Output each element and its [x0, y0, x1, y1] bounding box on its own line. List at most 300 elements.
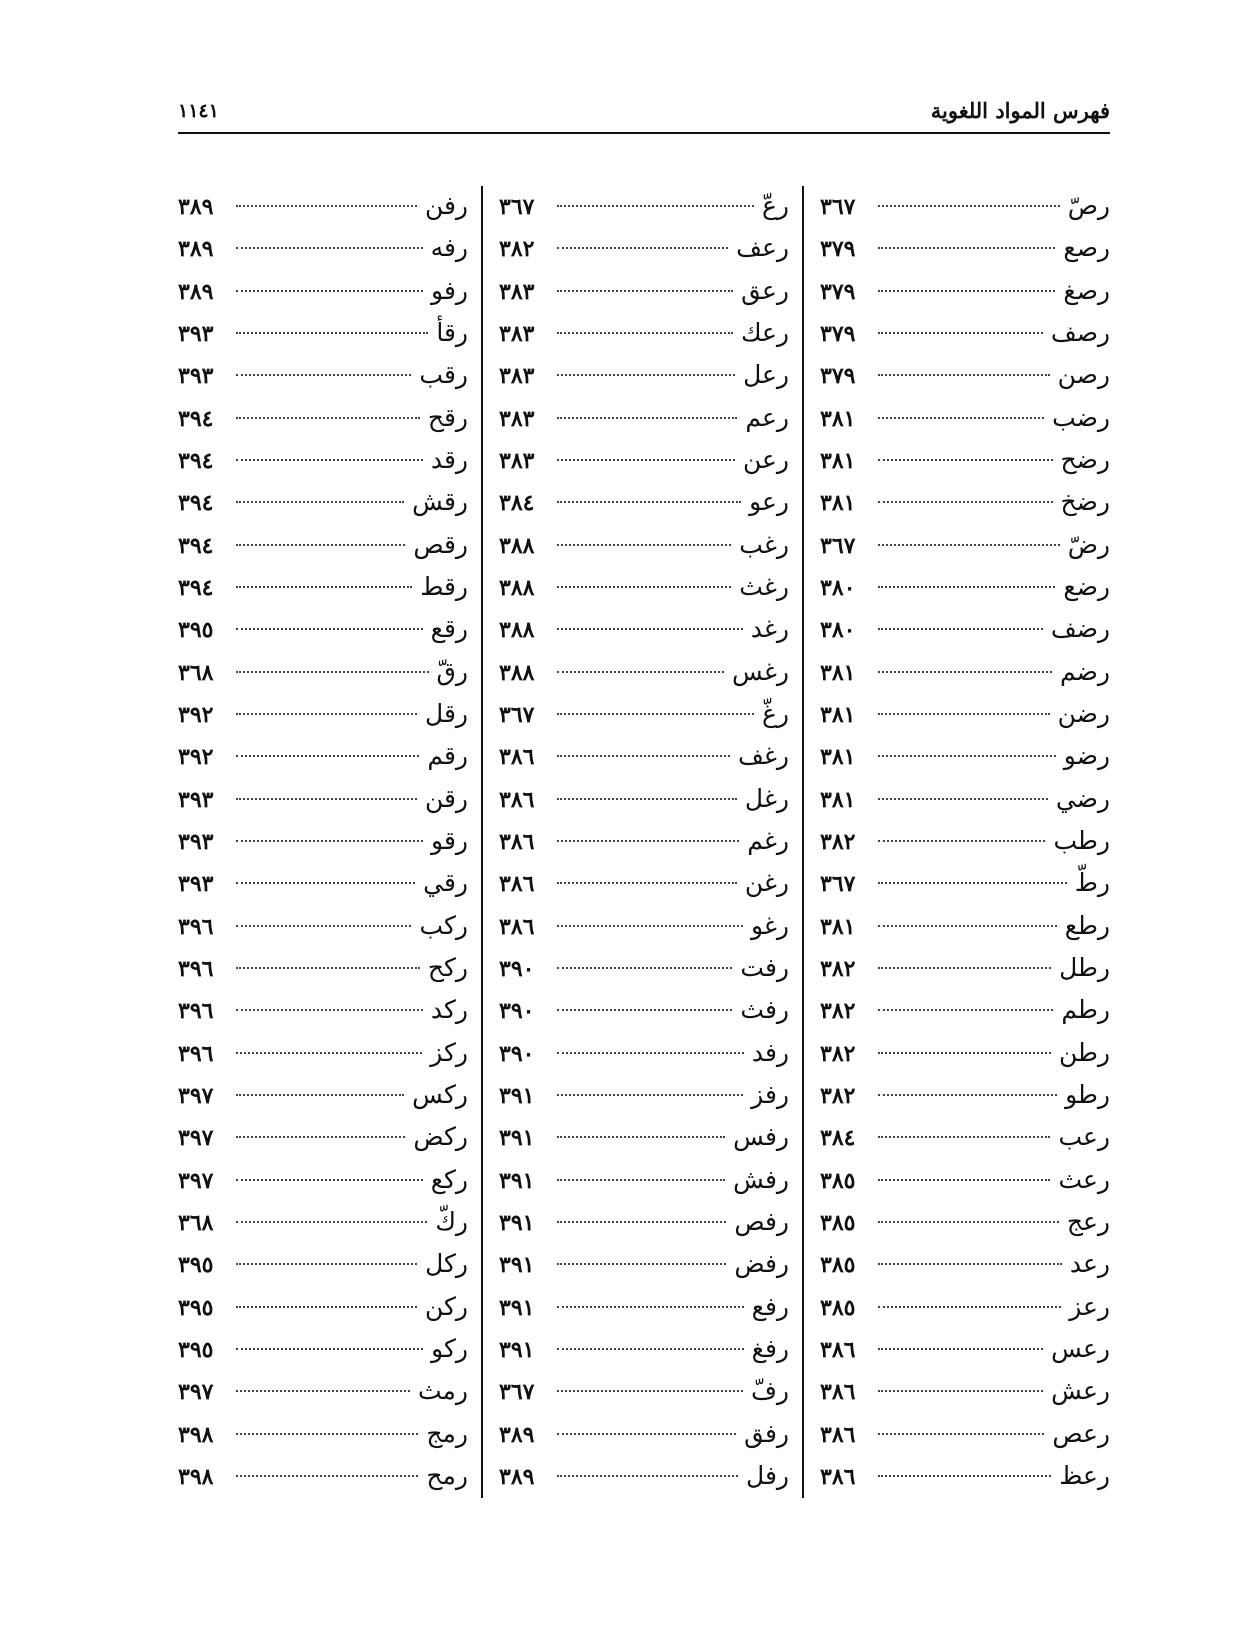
dot-leader [557, 290, 733, 292]
entry-root: رقّ [436, 656, 468, 686]
entry-root: ركع [430, 1164, 468, 1194]
entry-root: رعز [1069, 1291, 1110, 1321]
dot-leader [557, 501, 741, 503]
entry-page-number: ٣٨٩ [178, 278, 214, 305]
entry-page-number: ٣٩٣ [178, 363, 214, 390]
entry-page-number: ٣٨٩ [178, 236, 214, 263]
index-entry [820, 567, 1110, 607]
index-entry [820, 652, 1110, 692]
entry-root: رضخ [1060, 487, 1110, 517]
index-entry [820, 821, 1110, 861]
index-entry [499, 948, 789, 988]
dot-leader [878, 1263, 1062, 1265]
dot-leader [236, 713, 417, 715]
index-entry [820, 355, 1110, 395]
dot-leader [878, 1433, 1044, 1435]
entry-page-number: ٣٨٠ [820, 617, 856, 644]
entry-page-number: ٣٨١ [820, 913, 856, 940]
entry-root: رفس [733, 1122, 789, 1152]
entry-page-number: ٣٩٣ [178, 320, 214, 347]
entry-root: رطب [1053, 825, 1110, 855]
index-entry [820, 1329, 1110, 1369]
entry-root: رعب [1058, 1122, 1110, 1152]
index-entry [499, 1329, 789, 1369]
entry-page-number: ٣٨٢ [820, 955, 856, 982]
dot-leader [878, 247, 1055, 249]
entry-root: رغف [737, 741, 789, 771]
entry-root: رقو [431, 825, 468, 855]
index-entry [820, 694, 1110, 734]
index-entry [499, 1456, 789, 1496]
index-entry [178, 863, 468, 903]
dot-leader [878, 1390, 1043, 1392]
entry-page-number: ٣٩٦ [178, 1040, 214, 1067]
index-entry [820, 440, 1110, 480]
entry-page-number: ٣٩٥ [178, 1252, 214, 1279]
dot-leader [557, 332, 733, 334]
index-entry [820, 313, 1110, 353]
entry-root: رقب [419, 360, 468, 390]
entry-root: رضف [1050, 614, 1110, 644]
index-entry [820, 525, 1110, 565]
index-entry [178, 906, 468, 946]
index-entry [820, 863, 1110, 903]
dot-leader [236, 1433, 418, 1435]
entry-root: رغن [744, 868, 789, 898]
entry-page-number: ٣٨٢ [820, 828, 856, 855]
entry-page-number: ٣٩٧ [178, 1167, 214, 1194]
dot-leader [878, 544, 1060, 546]
entry-page-number: ٣٩٥ [178, 1294, 214, 1321]
index-entry [820, 186, 1110, 226]
entry-page-number: ٣٧٩ [820, 278, 856, 305]
page-number: ١١٤١ [178, 100, 219, 122]
entry-page-number: ٣٦٧ [499, 1379, 535, 1406]
dot-leader [878, 967, 1051, 969]
entry-page-number: ٣٧٩ [820, 236, 856, 263]
entry-page-number: ٣٨١ [820, 786, 856, 813]
index-entry [178, 1414, 468, 1454]
dot-leader [236, 501, 404, 503]
index-entry [499, 1160, 789, 1200]
dot-leader [236, 798, 417, 800]
entry-page-number: ٣٩٦ [178, 998, 214, 1025]
entry-page-number: ٣٦٨ [178, 1209, 214, 1236]
index-entry [499, 694, 789, 734]
entry-page-number: ٣٩٦ [178, 955, 214, 982]
dot-leader [557, 205, 754, 207]
entry-page-number: ٣٨٢ [820, 1040, 856, 1067]
dot-leader [236, 1009, 423, 1011]
entry-root: رقي [423, 868, 468, 898]
entry-page-number: ٣٨٩ [499, 1421, 535, 1448]
dot-leader [878, 671, 1052, 673]
column-divider [481, 186, 483, 1498]
dot-leader [557, 882, 737, 884]
index-entry [178, 355, 468, 395]
entry-root: رعث [1058, 1164, 1110, 1194]
entry-root: رمث [417, 1376, 468, 1406]
index-entry [820, 1371, 1110, 1411]
entry-page-number: ٣٧٩ [820, 320, 856, 347]
index-entry [499, 1033, 789, 1073]
dot-leader [878, 1306, 1061, 1308]
index-entry [820, 271, 1110, 311]
entry-page-number: ٣٩٠ [499, 955, 535, 982]
index-entry [178, 525, 468, 565]
dot-leader [236, 247, 423, 249]
entry-page-number: ٣٦٨ [178, 659, 214, 686]
index-entry [178, 228, 468, 268]
entry-page-number: ٣٨١ [820, 744, 856, 771]
dot-leader [878, 755, 1056, 757]
entry-page-number: ٣٨١ [820, 490, 856, 517]
index-entry [499, 906, 789, 946]
entry-root: ركز [430, 1037, 468, 1067]
entry-root: رطّ [1074, 868, 1110, 898]
dot-leader [236, 882, 415, 884]
entry-root: رعف [736, 233, 789, 263]
entry-root: رعد [1069, 1249, 1110, 1279]
index-entry [178, 990, 468, 1030]
dot-leader [236, 1179, 423, 1181]
index-entry [178, 482, 468, 522]
index-entry [178, 1117, 468, 1157]
dot-leader [557, 1348, 744, 1350]
dot-leader [557, 586, 731, 588]
entry-page-number: ٣٦٧ [820, 194, 856, 220]
dot-leader [557, 417, 737, 419]
dot-leader [236, 332, 428, 334]
entry-page-number: ٣٨٦ [820, 1336, 856, 1363]
index-entry [499, 863, 789, 903]
entry-root: رطل [1059, 952, 1110, 982]
index-entry [499, 652, 789, 692]
entry-root: رقص [413, 529, 468, 559]
index-entry [178, 1244, 468, 1284]
index-entry [499, 1244, 789, 1284]
entry-root: رقش [412, 487, 468, 517]
entry-page-number: ٣٨٦ [820, 1421, 856, 1448]
entry-root: رضو [1063, 741, 1110, 771]
index-columns [178, 186, 1110, 1496]
index-entry [178, 1075, 468, 1115]
entry-root: رقأ [436, 317, 468, 347]
entry-root: رفّ [751, 1376, 789, 1406]
index-entry [820, 906, 1110, 946]
entry-page-number: ٣٨٦ [499, 871, 535, 898]
index-entry [499, 1287, 789, 1327]
dot-leader [878, 501, 1053, 503]
page-title: فهرس المواد اللغوية [930, 98, 1110, 123]
dot-leader [557, 713, 754, 715]
entry-page-number: ٣٧٩ [820, 363, 856, 390]
entry-root: رفز [751, 1079, 789, 1109]
entry-root: رصّ [1067, 191, 1110, 220]
dot-leader [878, 1009, 1053, 1011]
index-entry [820, 990, 1110, 1030]
index-entry [499, 609, 789, 649]
index-entry [178, 313, 468, 353]
entry-page-number: ٣٨٣ [499, 363, 535, 390]
entry-root: رقح [427, 402, 468, 432]
entry-page-number: ٣٩٥ [178, 1336, 214, 1363]
entry-root: رفث [740, 995, 789, 1025]
entry-root: رفص [734, 1206, 789, 1236]
entry-page-number: ٣٦٧ [499, 194, 535, 220]
dot-leader [878, 882, 1067, 884]
entry-root: ركو [431, 1333, 468, 1363]
entry-root: رغل [744, 783, 789, 813]
dot-leader [878, 925, 1057, 927]
dot-leader [557, 798, 737, 800]
entry-page-number: ٣٨١ [820, 659, 856, 686]
dot-leader [557, 1433, 736, 1435]
index-entry [178, 1329, 468, 1369]
dot-leader [236, 1306, 417, 1308]
dot-leader [878, 713, 1050, 715]
entry-root: رفت [740, 952, 789, 982]
entry-page-number: ٣٩٨ [178, 1421, 214, 1448]
dot-leader [236, 1136, 405, 1138]
index-column-3 [178, 186, 468, 1496]
index-entry [499, 525, 789, 565]
entry-root: ركح [427, 952, 468, 982]
dot-leader [878, 417, 1044, 419]
dot-leader [557, 1052, 744, 1054]
index-entry [178, 821, 468, 861]
dot-leader [878, 332, 1043, 334]
entry-root: رعش [1051, 1376, 1110, 1406]
entry-page-number: ٣٨٩ [178, 194, 214, 220]
entry-root: رعو [749, 487, 789, 517]
dot-leader [557, 247, 728, 249]
entry-root: رصن [1057, 360, 1110, 390]
entry-page-number: ٣٨١ [820, 447, 856, 474]
index-entry [178, 398, 468, 438]
index-column-2 [499, 186, 789, 1496]
entry-root: رضب [1052, 402, 1110, 432]
dot-leader [557, 544, 731, 546]
dot-leader [236, 205, 417, 207]
entry-page-number: ٣٨٤ [499, 490, 535, 517]
entry-page-number: ٣٨٩ [499, 1463, 535, 1490]
entry-page-number: ٣٩٤ [178, 532, 214, 559]
dot-leader [878, 1136, 1050, 1138]
entry-page-number: ٣٨٢ [820, 998, 856, 1025]
entry-page-number: ٣٨٣ [499, 447, 535, 474]
entry-root: رطن [1058, 1037, 1110, 1067]
dot-leader [878, 1179, 1050, 1181]
entry-root: ركب [419, 910, 468, 940]
entry-root: رعظ [1059, 1460, 1110, 1490]
dot-leader [557, 1179, 725, 1181]
entry-root: رفو [431, 275, 468, 305]
entry-root: رقط [420, 571, 468, 601]
entry-page-number: ٣٨٣ [499, 405, 535, 432]
index-entry [820, 1075, 1110, 1115]
entry-page-number: ٣٩٨ [178, 1463, 214, 1490]
index-entry [820, 1244, 1110, 1284]
dot-leader [878, 205, 1060, 207]
entry-root: رغد [750, 614, 789, 644]
index-entry [178, 609, 468, 649]
entry-page-number: ٣٩١ [499, 1167, 535, 1194]
entry-root: ركس [412, 1079, 468, 1109]
entry-root: رطم [1061, 995, 1110, 1025]
entry-root: رغس [731, 656, 789, 686]
dot-leader [236, 840, 423, 842]
index-entry [820, 228, 1110, 268]
entry-page-number: ٣٩٤ [178, 574, 214, 601]
dot-leader [557, 1263, 726, 1265]
index-entry [499, 398, 789, 438]
entry-root: رطع [1064, 910, 1110, 940]
entry-root: ركل [425, 1249, 468, 1279]
dot-leader [236, 671, 429, 673]
entry-root: رفض [734, 1249, 789, 1279]
index-entry [178, 652, 468, 692]
index-entry [820, 398, 1110, 438]
dot-leader [557, 1221, 726, 1223]
index-column-1 [820, 186, 1110, 1496]
entry-page-number: ٣٦٧ [820, 871, 856, 898]
entry-root: رصع [1063, 233, 1110, 263]
index-entry [499, 1117, 789, 1157]
dot-leader [557, 755, 730, 757]
entry-root: رفل [746, 1460, 789, 1490]
dot-leader [236, 1390, 410, 1392]
entry-root: رعس [1051, 1333, 1110, 1363]
index-entry [820, 609, 1110, 649]
entry-root: رصف [1050, 317, 1110, 347]
index-entry [820, 779, 1110, 819]
index-entry [499, 313, 789, 353]
dot-leader [557, 1475, 738, 1477]
entry-page-number: ٣٩٢ [178, 701, 214, 728]
entry-root: رفد [751, 1037, 789, 1067]
entry-page-number: ٣٩٧ [178, 1379, 214, 1406]
entry-page-number: ٣٨١ [820, 405, 856, 432]
entry-root: رقن [424, 783, 468, 813]
index-entry [178, 779, 468, 819]
entry-root: رصغ [1063, 275, 1110, 305]
entry-root: رفه [430, 233, 468, 263]
dot-leader [878, 1221, 1059, 1223]
entry-root: رفن [424, 191, 468, 220]
index-entry [499, 779, 789, 819]
index-entry [499, 1075, 789, 1115]
dot-leader [878, 1348, 1043, 1350]
dot-leader [878, 840, 1045, 842]
entry-root: رعل [743, 360, 789, 390]
dot-leader [878, 290, 1055, 292]
dot-leader [557, 1136, 725, 1138]
dot-leader [557, 628, 743, 630]
dot-leader [557, 1009, 732, 1011]
entry-page-number: ٣٦٧ [499, 701, 535, 728]
entry-root: رقد [430, 444, 468, 474]
entry-page-number: ٣٨٤ [820, 1125, 856, 1152]
entry-root: ركد [430, 995, 468, 1025]
index-entry [178, 1287, 468, 1327]
entry-page-number: ٣٨٥ [820, 1294, 856, 1321]
entry-root: رضع [1063, 571, 1110, 601]
dot-leader [236, 544, 405, 546]
entry-root: رعج [1066, 1206, 1110, 1236]
index-entry [499, 990, 789, 1030]
entry-root: رعص [1052, 1418, 1110, 1448]
index-entry [499, 1414, 789, 1454]
dot-leader [878, 459, 1053, 461]
dot-leader [236, 1475, 418, 1477]
dot-leader [557, 374, 735, 376]
entry-page-number: ٣٩٠ [499, 998, 535, 1025]
index-entry [499, 440, 789, 480]
entry-root: رغب [739, 529, 789, 559]
entry-page-number: ٣٨٦ [499, 744, 535, 771]
entry-page-number: ٣٩٠ [499, 1040, 535, 1067]
dot-leader [878, 628, 1043, 630]
entry-page-number: ٣٩٧ [178, 1125, 214, 1152]
index-entry [178, 948, 468, 988]
entry-page-number: ٣٨٦ [499, 913, 535, 940]
index-entry [820, 1160, 1110, 1200]
dot-leader [236, 290, 423, 292]
entry-page-number: ٣٨٨ [499, 532, 535, 559]
entry-root: رضم [1060, 656, 1110, 686]
dot-leader [557, 1390, 743, 1392]
entry-page-number: ٣٨٣ [499, 320, 535, 347]
entry-root: رعق [741, 275, 789, 305]
dot-leader [557, 967, 732, 969]
index-entry [820, 1456, 1110, 1496]
dot-leader [878, 1052, 1051, 1054]
dot-leader [236, 967, 420, 969]
entry-root: رفع [751, 1291, 789, 1321]
index-entry [820, 948, 1110, 988]
entry-root: رغّ [762, 698, 789, 728]
entry-root: رعن [742, 444, 789, 474]
dot-leader [557, 840, 739, 842]
index-entry [499, 567, 789, 607]
index-entry [820, 1117, 1110, 1157]
dot-leader [878, 1094, 1057, 1096]
page-header [178, 96, 1110, 134]
dot-leader [236, 374, 411, 376]
entry-page-number: ٣٩٥ [178, 617, 214, 644]
entry-root: رغم [747, 825, 789, 855]
entry-root: رعم [745, 402, 789, 432]
entry-root: رطو [1065, 1079, 1110, 1109]
index-entry [499, 821, 789, 861]
dot-leader [878, 798, 1048, 800]
index-entry [820, 1033, 1110, 1073]
index-entry [178, 694, 468, 734]
entry-root: رضّ [1067, 529, 1110, 559]
entry-root: رقم [427, 741, 468, 771]
entry-page-number: ٣٨٦ [820, 1463, 856, 1490]
entry-page-number: ٣٩١ [499, 1252, 535, 1279]
entry-page-number: ٣٩٣ [178, 786, 214, 813]
entry-root: ركن [424, 1291, 468, 1321]
entry-page-number: ٣٩٢ [178, 744, 214, 771]
index-entry [178, 567, 468, 607]
dot-leader [557, 925, 743, 927]
entry-page-number: ٣٨٣ [499, 278, 535, 305]
dot-leader [557, 671, 724, 673]
entry-page-number: ٣٩٤ [178, 405, 214, 432]
